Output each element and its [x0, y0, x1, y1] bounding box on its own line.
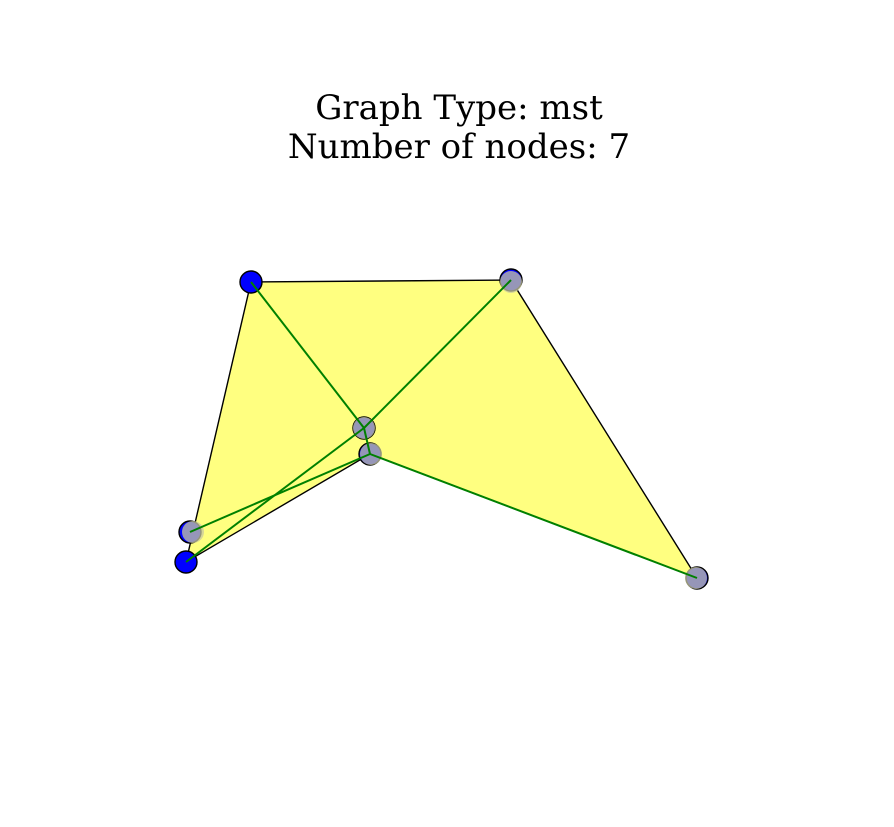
title-node-count: Number of nodes: 7: [287, 127, 631, 167]
node-highlight-1: [500, 271, 522, 293]
title-graph-type: Graph Type: mst: [315, 88, 603, 128]
node-highlight-4: [182, 521, 204, 543]
convex-hull-layer: [186, 280, 697, 578]
convex-hull-polygon: [186, 280, 697, 578]
